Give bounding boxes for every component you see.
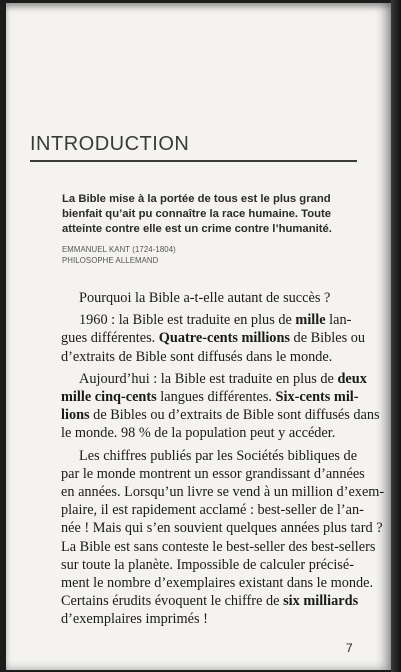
heading-rule bbox=[30, 160, 357, 162]
paragraph bbox=[61, 289, 359, 307]
text-line: sur toute la planète. Impossible de calculer précisé- bbox=[61, 556, 354, 573]
text-line: par le monde montrent un essor grandissant d’années bbox=[61, 465, 365, 482]
text-line: Les chiffres publiés par les Sociétés bibliques de bbox=[79, 447, 358, 464]
book-page bbox=[6, 3, 391, 670]
chapter-heading: INTRODUCTION bbox=[30, 133, 190, 155]
text-line: La Bible est sans conteste le best-seller des best-sellers bbox=[61, 538, 376, 555]
text-line: Pourquoi la Bible a-t-elle autant de succès ? bbox=[79, 290, 331, 306]
bold-text: mille cinq-cents bbox=[61, 389, 157, 406]
bold-text: deux bbox=[337, 370, 367, 387]
text-span: gues différentes. bbox=[61, 330, 159, 347]
text-span: Aujourd’hui : la Bible est traduite en plus de bbox=[79, 370, 338, 387]
paragraph bbox=[61, 447, 385, 629]
bold-text: Quatre-cents millions bbox=[158, 330, 290, 347]
quote-author: EMMANUEL KANT (1724-1804) bbox=[62, 245, 176, 254]
bold-text: Six-cents mil- bbox=[275, 389, 359, 406]
quote-line: atteinte contre elle est un crime contre l’humanité. bbox=[62, 223, 332, 235]
quote-attribution bbox=[62, 244, 176, 266]
bold-text: six milliards bbox=[283, 593, 359, 610]
paragraph bbox=[61, 370, 380, 443]
page-number: 7 bbox=[346, 641, 353, 655]
text-line: le monde. 98 % de la population peut y accéder. bbox=[61, 425, 336, 442]
text-line: d’exemplaires imprimés ! bbox=[61, 611, 208, 628]
text-span: Certains érudits évoquent le chiffre de bbox=[61, 593, 284, 610]
text-span: lan- bbox=[325, 312, 352, 329]
paragraph bbox=[61, 311, 366, 366]
text-line: d’extraits de Bible sont diffusés dans le monde. bbox=[61, 348, 333, 365]
text-span: de Bibles ou d’extraits de Bible sont diffusés dans bbox=[89, 407, 380, 424]
text-line: plaire, il est rapidement acclamé : best-seller de l’an- bbox=[61, 502, 364, 519]
text-span: 1960 : la Bible est traduite en plus de bbox=[79, 312, 296, 329]
bold-text: mille bbox=[295, 312, 326, 329]
epigraph-quote bbox=[62, 192, 362, 237]
text-line: en années. Lorsqu’un livre se vend à un million d’exem- bbox=[61, 484, 385, 501]
text-span: de Bibles ou bbox=[289, 330, 366, 347]
book-spine-shadow bbox=[391, 0, 401, 672]
bold-text: lions bbox=[61, 407, 90, 424]
text-line: ment le nombre d’exemplaires existant dans le monde. bbox=[61, 575, 374, 592]
quote-author-role: PHILOSOPHE ALLEMAND bbox=[62, 256, 159, 265]
text-line: née ! Mais qui s’en souvient quelques années plus tard ? bbox=[61, 520, 383, 537]
text-span: langues différentes. bbox=[156, 389, 276, 406]
quote-line: bienfait qu’ait pu connaître la race humaine. Toute bbox=[62, 208, 332, 220]
body-text bbox=[61, 289, 385, 633]
quote-line: La Bible mise à la portée de tous est le plus grand bbox=[62, 193, 331, 205]
